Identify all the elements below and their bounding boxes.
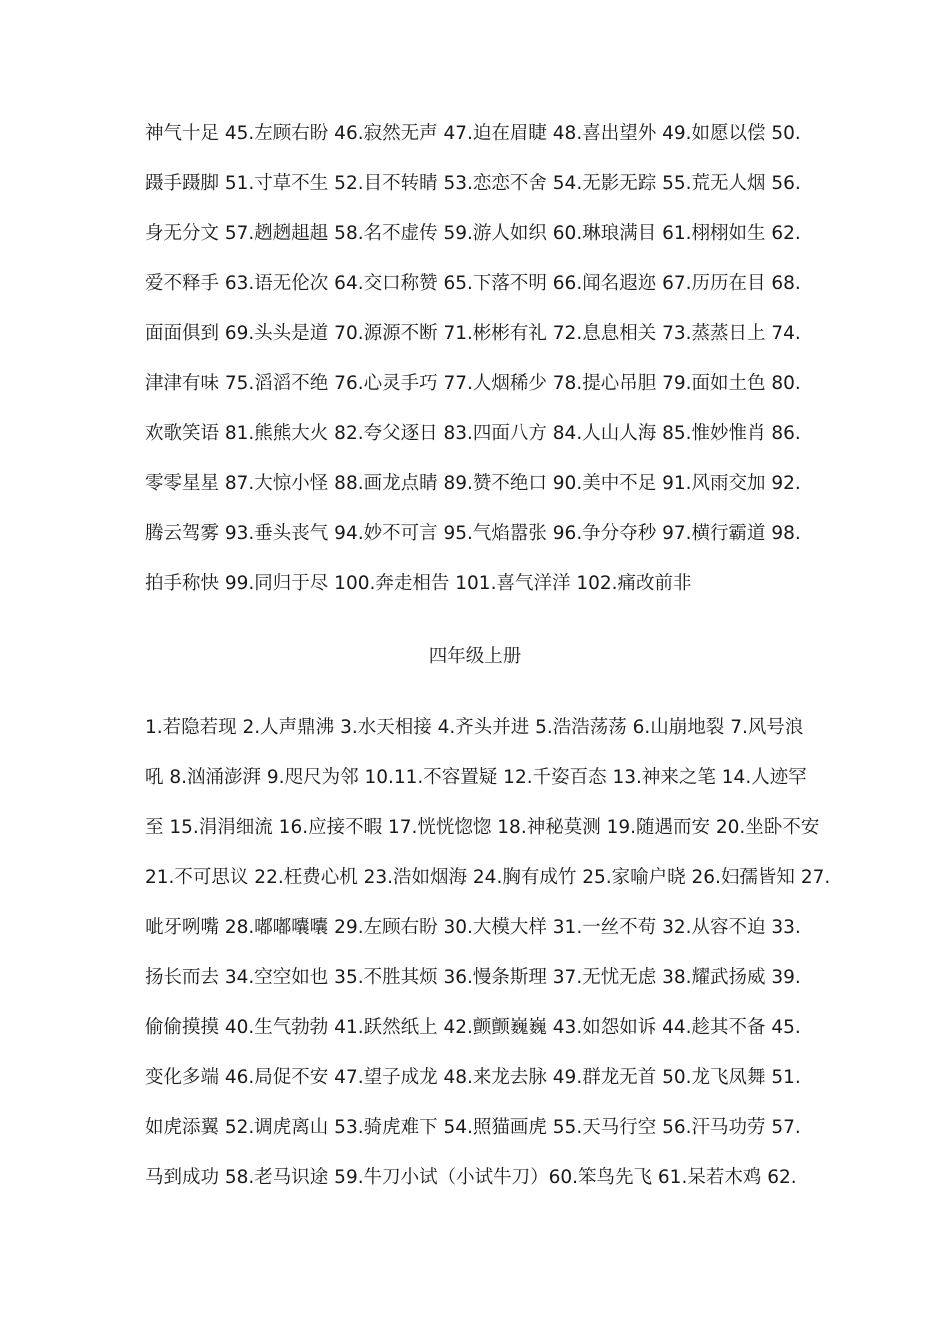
text-line: 吼 8.汹涌澎湃 9.咫尺为邻 10.11.不容置疑 12.千姿百态 13.神来之笔 14.人迹罕 bbox=[145, 767, 807, 788]
text-line: 零零星星 87.大惊小怪 88.画龙点睛 89.赞不绝口 90.美中不足 91.风雨交加 92. bbox=[145, 473, 801, 494]
text-line: 如虎添翼 52.调虎离山 53.骑虎难下 54.照猫画虎 55.天马行空 56.汗马功劳 57. bbox=[145, 1117, 801, 1138]
text-line: 蹑手蹑脚 51.寸草不生 52.目不转睛 53.恋恋不舍 54.无影无踪 55.荒无人烟 56. bbox=[145, 173, 801, 194]
text-line: 爱不释手 63.语无伦次 64.交口称赞 65.下落不明 66.闻名遐迩 67.历历在目 68. bbox=[145, 273, 801, 294]
text-line: 偷偷摸摸 40.生气勃勃 41.跃然纸上 42.颤颤巍巍 43.如怨如诉 44.趁其不备 45. bbox=[145, 1017, 801, 1038]
section-heading: 四年级上册 bbox=[428, 646, 522, 667]
text-line: 欢歌笑语 81.熊熊大火 82.夸父逐日 83.四面八方 84.人山人海 85.惟妙惟肖 86. bbox=[145, 423, 801, 444]
text-line: 扬长而去 34.空空如也 35.不胜其烦 36.慢条斯理 37.无忧无虑 38.耀武扬威 39. bbox=[145, 967, 801, 988]
text-line: 津津有味 75.滔滔不绝 76.心灵手巧 77.人烟稀少 78.提心吊胆 79.面如土色 80. bbox=[145, 373, 801, 394]
text-line: 1.若隐若现 2.人声鼎沸 3.水天相接 4.齐头并进 5.浩浩荡荡 6.山崩地裂 7.风号浪 bbox=[145, 717, 804, 738]
text-line: 拍手称快 99.同归于尽 100.奔走相告 101.喜气洋洋 102.痛改前非 bbox=[145, 573, 692, 594]
text-line: 马到成功 58.老马识途 59.牛刀小试（小试牛刀）60.笨鸟先飞 61.呆若木鸡 62. bbox=[145, 1167, 797, 1188]
text-line: 身无分文 57.趔趔趄趄 58.名不虚传 59.游人如织 60.琳琅满目 61.栩栩如生 62. bbox=[145, 223, 801, 244]
text-line: 神气十足 45.左顾右盼 46.寂然无声 47.迫在眉睫 48.喜出望外 49.如愿以偿 50. bbox=[145, 123, 801, 144]
text-line: 21.不可思议 22.枉费心机 23.浩如烟海 24.胸有成竹 25.家喻户晓 26.妇孺皆知 27. bbox=[145, 867, 831, 888]
text-line: 面面俱到 69.头头是道 70.源源不断 71.彬彬有礼 72.息息相关 73.蒸蒸日上 74. bbox=[145, 323, 801, 344]
text-line: 呲牙咧嘴 28.嘟嘟囔囔 29.左顾右盼 30.大模大样 31.一丝不苟 32.从容不迫 33. bbox=[145, 917, 801, 938]
text-line: 腾云驾雾 93.垂头丧气 94.妙不可言 95.气焰嚣张 96.争分夺秒 97.横行霸道 98. bbox=[145, 523, 801, 544]
text-line: 变化多端 46.局促不安 47.望子成龙 48.来龙去脉 49.群龙无首 50.龙飞凤舞 51. bbox=[145, 1067, 801, 1088]
text-line: 至 15.涓涓细流 16.应接不暇 17.恍恍惚惚 18.神秘莫测 19.随遇而安 20.坐卧不安 bbox=[145, 817, 820, 838]
